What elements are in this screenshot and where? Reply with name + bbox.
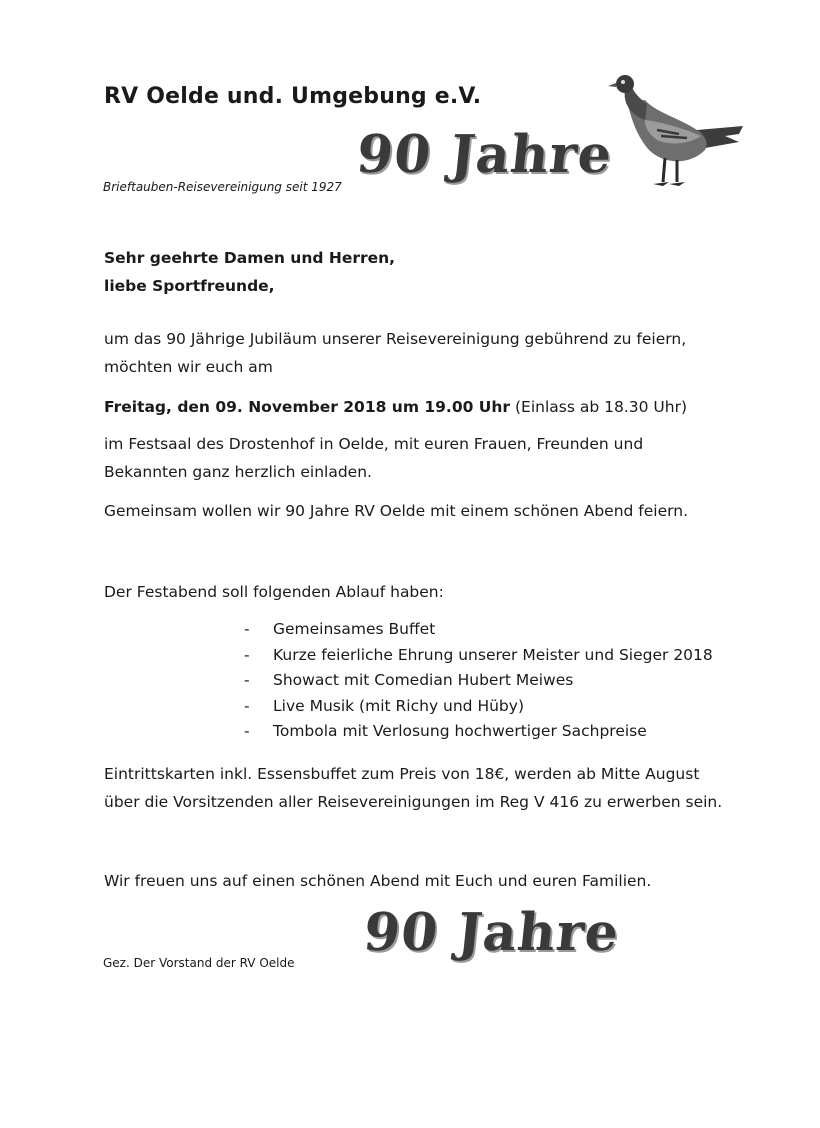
intro-line-1: um das 90 Jährige Jubiläum unserer Reisevereinigung gebührend zu feiern,	[104, 330, 687, 348]
list-item: - Live Musik (mit Richy und Hüby)	[244, 696, 524, 715]
venue-line-1: im Festsaal des Drostenhof in Oelde, mit euren Frauen, Freunden und	[104, 435, 644, 453]
schedule-intro: Der Festabend soll folgenden Ablauf haben:	[104, 583, 444, 601]
tickets-line-1: Eintrittskarten inkl. Essensbuffet zum Preis von 18€, werden ab Mitte August	[104, 765, 700, 783]
celebrate-paragraph: Gemeinsam wollen wir 90 Jahre RV Oelde mit einem schönen Abend feiern.	[104, 502, 688, 520]
salutation-line-2: liebe Sportfreunde,	[104, 277, 275, 295]
salutation-line-1: Sehr geehrte Damen und Herren,	[104, 249, 396, 267]
event-date	[104, 393, 687, 421]
tickets-paragraph	[104, 760, 722, 816]
event-date-bold: Freitag, den 09. November 2018 um 19.00 Uhr	[104, 398, 511, 416]
schedule-list	[244, 617, 713, 745]
footer-anniversary-logo: 90 Jahre	[360, 902, 623, 963]
org-name: RV Oelde und. Umgebung e.V.	[104, 84, 482, 109]
list-item: - Gemeinsames Buffet	[244, 620, 436, 638]
list-item: - Tombola mit Verlosung hochwertiger Sachpreise	[244, 722, 647, 740]
intro-paragraph	[104, 325, 686, 381]
venue-paragraph	[104, 430, 643, 486]
list-item: - Kurze feierliche Ehrung unserer Meister und Sieger 2018	[244, 645, 713, 664]
salutation	[104, 244, 395, 300]
tickets-line-2: über die Vorsitzenden aller Reisevereinigungen im Reg V 416 zu erwerben sein.	[104, 793, 723, 811]
signature: Gez. Der Vorstand der RV Oelde	[103, 956, 295, 970]
anniversary-logo: 90 Jahre	[353, 124, 616, 185]
venue-line-2: Bekannten ganz herzlich einladen.	[104, 463, 372, 481]
event-admission: (Einlass ab 18.30 Uhr)	[510, 398, 687, 416]
closing-paragraph: Wir freuen uns auf einen schönen Abend mit Euch und euren Familien.	[104, 872, 652, 890]
list-item: - Showact mit Comedian Hubert Meiwes	[244, 671, 574, 689]
intro-line-2: möchten wir euch am	[104, 358, 273, 376]
org-subtitle: Brieftauben-Reisevereinigung seit 1927	[103, 180, 342, 194]
pigeon-icon	[605, 72, 745, 194]
